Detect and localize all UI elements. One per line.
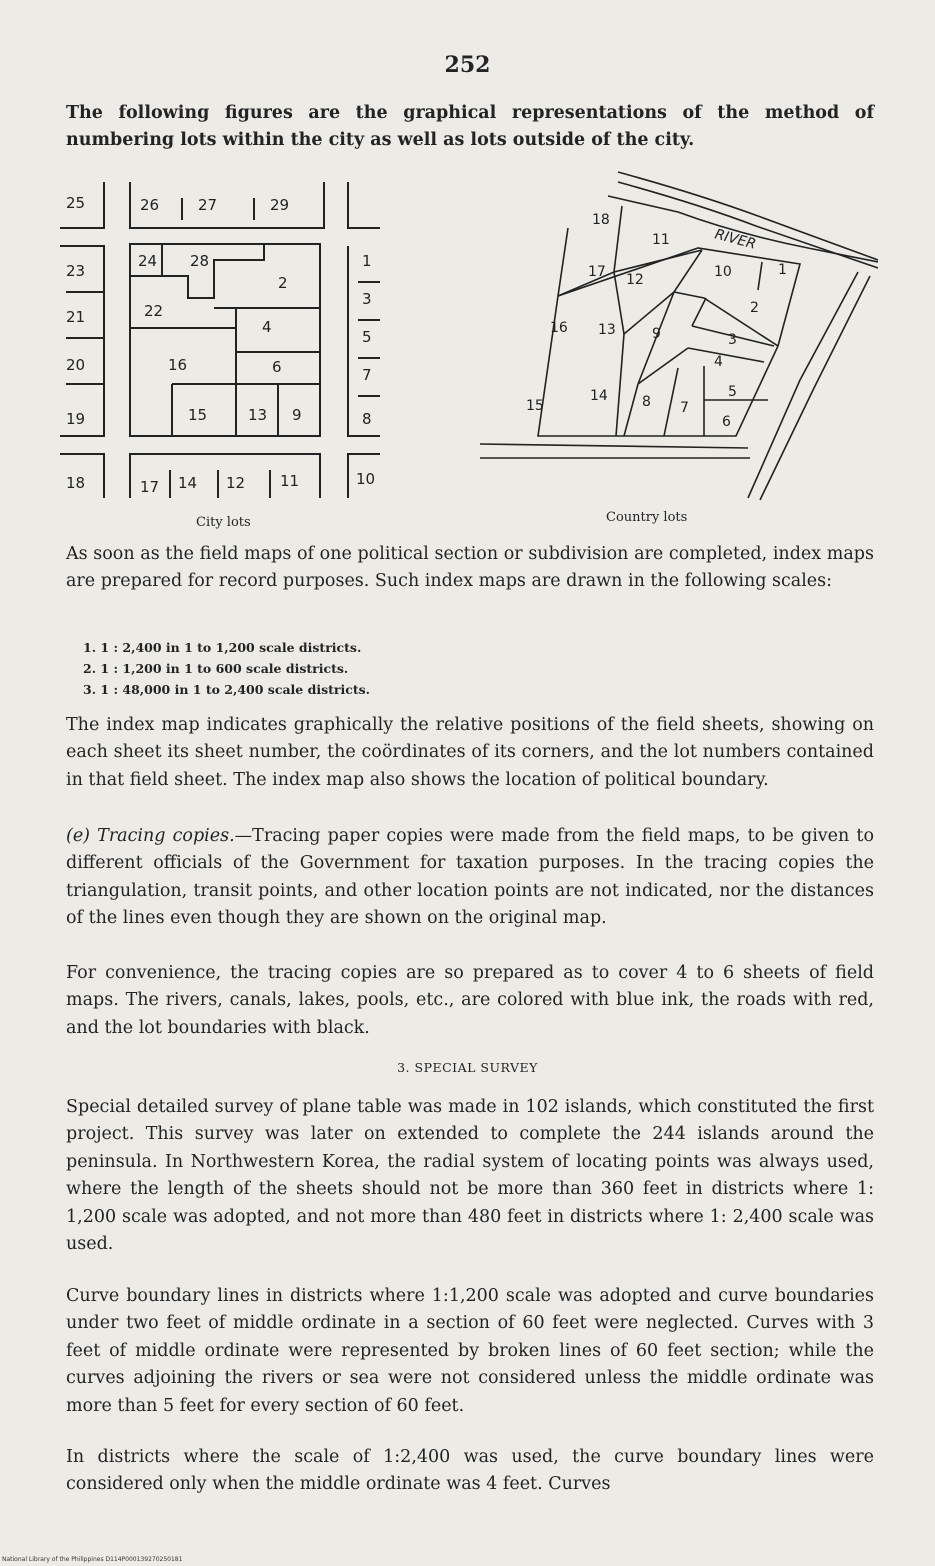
city-lot-label: 5 <box>362 328 372 346</box>
city-lot-label: 7 <box>362 366 372 384</box>
city-lots-lines <box>60 182 380 498</box>
city-lot-label: 6 <box>272 358 282 376</box>
scale-item: 1. 1 : 2,400 in 1 to 1,200 scale districts. <box>83 640 362 655</box>
city-lot-label: 16 <box>168 356 188 374</box>
city-lot-label: 27 <box>198 196 218 214</box>
city-lot-labels <box>66 194 375 496</box>
paragraph-curve-boundary: Curve boundary lines in districts where 1:1,200 scale was adopted and curve boundaries under two feet of middle ordinate in a section of 60 feet were neglected. Curves with 3 feet of middle ordinate were represented by broken lines of 60 feet section; while the curves adjoining the rivers or sea were not considered unless the middle ordinate was more than 5 feet for every section of 60 feet. <box>66 1286 874 1416</box>
scale-item: 2. 1 : 1,200 in 1 to 600 scale districts. <box>83 661 349 676</box>
city-lot-label: 8 <box>362 410 372 428</box>
paragraph-tracing-copies <box>66 823 874 933</box>
city-lot-label: 17 <box>140 478 160 496</box>
city-lot-label: 28 <box>190 252 210 270</box>
country-lot-label: 12 <box>626 272 644 288</box>
paragraph-convenience: For convenience, the tracing copies are so prepared as to cover 4 to 6 sheets of field maps. The rivers, canals, lakes, pools, etc., are colored with blue ink, the roads with red, and the lot boundaries with black. <box>66 963 874 1038</box>
country-lot-label: 13 <box>598 322 616 338</box>
city-lot-label: 23 <box>66 262 86 280</box>
city-lot-label: 19 <box>66 410 86 428</box>
city-lots-figure <box>58 180 388 500</box>
country-lot-label: 8 <box>642 394 651 410</box>
country-lot-label: 2 <box>750 300 759 316</box>
city-lot-label: 9 <box>292 406 302 424</box>
city-lot-label: 12 <box>226 474 246 492</box>
tracing-copies-label: (e) Tracing copies. <box>66 826 235 846</box>
country-lots-figure <box>478 168 878 508</box>
country-lot-label: 5 <box>728 384 737 400</box>
country-lot-label: 7 <box>680 400 689 416</box>
river-label: RIVER <box>712 226 758 253</box>
paragraph-index-map-contents: The index map indicates graphically the relative positions of the field sheets, showing on each sheet its sheet number, the coördinates of its corners, and the lot numbers contained in that field sheet. The index map also shows the location of political boundary. <box>66 715 874 790</box>
paragraph-special-survey: Special detailed survey of plane table was made in 102 islands, which constituted the first project. This survey was later on extended to complete the 244 islands around the peninsula. In Northwestern Korea, the radial system of locating points was always used, where the length of the sheets should not be more than 360 feet in districts where 1: 1,200 scale was adopted, and not more than 480 feet in districts where 1: 2,400 scale was used. <box>66 1097 874 1255</box>
city-lots-caption: City lots <box>196 515 251 530</box>
country-lot-label: 16 <box>550 320 568 336</box>
city-lot-label: 18 <box>66 474 86 492</box>
scale-list <box>83 637 370 700</box>
section-heading: 3. SPECIAL SURVEY <box>397 1060 538 1075</box>
country-lot-label: 6 <box>722 414 731 430</box>
country-lot-label: 1 <box>778 262 787 278</box>
city-lot-label: 1 <box>362 252 372 270</box>
country-lot-label: 9 <box>652 326 661 342</box>
scale-item: 3. 1 : 48,000 in 1 to 2,400 scale districts. <box>83 682 371 697</box>
country-lot-label: 15 <box>526 398 544 414</box>
city-lot-label: 14 <box>178 474 198 492</box>
country-lot-label: 3 <box>728 332 737 348</box>
city-lot-label: 26 <box>140 196 160 214</box>
tracing-copies-text: —Tracing paper copies were made from the field maps, to be given to different officials of the Government for taxation purposes. In the tracing copies the triangulation, transit points, and other location points are not indicated, nor the distances of the lines even though they are shown on the original map. <box>66 826 875 929</box>
city-lot-label: 15 <box>188 406 208 424</box>
city-lot-label: 4 <box>262 318 272 336</box>
country-lot-label: 4 <box>714 354 723 370</box>
city-lot-label: 20 <box>66 356 86 374</box>
city-lot-label: 21 <box>66 308 86 326</box>
city-lot-label: 3 <box>362 290 372 308</box>
country-lot-label: 18 <box>592 212 610 228</box>
country-lot-label: 17 <box>588 264 606 280</box>
city-lot-label: 29 <box>270 196 290 214</box>
country-lot-label: 14 <box>590 388 608 404</box>
city-lot-label: 10 <box>356 470 376 488</box>
country-lots-caption: Country lots <box>606 510 688 525</box>
city-lot-label: 11 <box>280 472 300 490</box>
paragraph-index-maps-text: As soon as the field maps of one political section or subdivision are completed, index maps are prepared for record purposes. Such index maps are drawn in the following scales: <box>66 544 874 592</box>
country-lot-label: 11 <box>652 232 670 248</box>
city-lot-label: 25 <box>66 194 86 212</box>
paragraph-scale-2400: In districts where the scale of 1:2,400 was used, the curve boundary lines were considered only when the middle ordinate was 4 feet. Curves <box>66 1447 874 1495</box>
city-lot-label: 13 <box>248 406 268 424</box>
footer-credit: National Library of the Philippines D114P000139270250181 <box>2 1556 183 1563</box>
country-lots-lines <box>480 172 878 500</box>
city-lot-label: 2 <box>278 274 288 292</box>
paragraph-index-maps <box>66 541 874 596</box>
intro-paragraph: The following figures are the graphical representations of the method of numbering lots within the city as well as lots outside of the city. <box>66 103 874 151</box>
city-lot-label: 24 <box>138 252 158 270</box>
country-lot-label: 10 <box>714 264 732 280</box>
city-lot-label: 22 <box>144 302 164 320</box>
page-number: 252 <box>444 52 491 78</box>
